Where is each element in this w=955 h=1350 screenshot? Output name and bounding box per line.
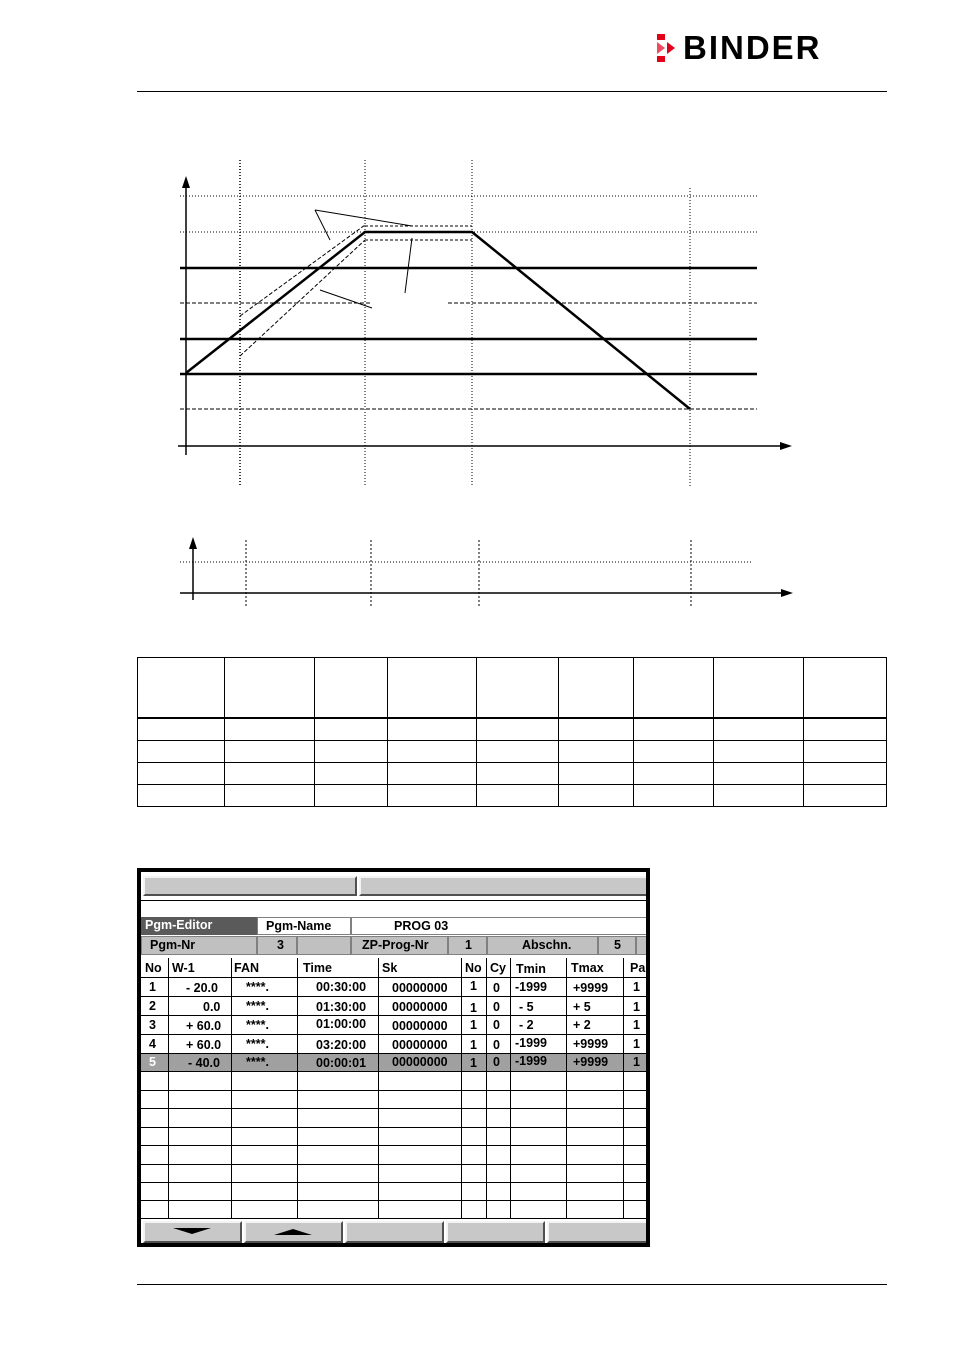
row2-cy: 0 bbox=[493, 1000, 500, 1014]
row3-cy: 0 bbox=[493, 1018, 500, 1032]
program-table-blank bbox=[137, 657, 887, 807]
row2-sk: 00000000 bbox=[392, 1000, 448, 1014]
row2-no2: 1 bbox=[470, 1001, 477, 1015]
row5-fan: ****. bbox=[246, 1055, 269, 1069]
col-time: Time bbox=[303, 961, 332, 975]
row4-tmin: -1999 bbox=[515, 1036, 547, 1050]
row2-tmax: + 5 bbox=[573, 1000, 591, 1014]
row5-pa: 1 bbox=[633, 1055, 640, 1069]
col-tmax: Tmax bbox=[571, 961, 604, 975]
row1-cy: 0 bbox=[493, 981, 500, 995]
row3-fan: ****. bbox=[246, 1018, 269, 1032]
arrow-down-icon bbox=[145, 1223, 240, 1241]
row5-no: 5 bbox=[149, 1055, 156, 1069]
abschn-spacer bbox=[636, 936, 646, 955]
pgm-name-value[interactable]: PROG 03 bbox=[351, 917, 646, 935]
row4-no: 4 bbox=[149, 1037, 156, 1051]
row3-sk: 00000000 bbox=[392, 1019, 448, 1033]
col-sk: Sk bbox=[382, 961, 398, 975]
row1-pa: 1 bbox=[633, 980, 640, 994]
row1-tmax: +9999 bbox=[573, 981, 609, 995]
row2-w1: 0.0 bbox=[203, 1000, 221, 1014]
zp-prog-nr-value[interactable]: 1 bbox=[448, 936, 487, 955]
row1-no2: 1 bbox=[470, 979, 477, 993]
col-cy: Cy bbox=[490, 961, 506, 975]
abschn-value[interactable]: 5 bbox=[598, 936, 636, 955]
arrow-up-icon bbox=[246, 1223, 341, 1241]
row4-sk: 00000000 bbox=[392, 1038, 448, 1052]
row2-pa: 1 bbox=[633, 1000, 640, 1014]
row5-no2: 1 bbox=[470, 1056, 477, 1070]
row2-no: 2 bbox=[149, 999, 156, 1013]
row3-no: 3 bbox=[149, 1018, 156, 1032]
pgm-nr-value[interactable]: 3 bbox=[257, 936, 297, 955]
row4-fan: ****. bbox=[246, 1037, 269, 1051]
pgm-editor-label: Pgm-Editor bbox=[141, 917, 257, 935]
row5-w1: - 40.0 bbox=[188, 1056, 220, 1070]
row5-time: 00:00:01 bbox=[316, 1056, 367, 1070]
row2-fan: ****. bbox=[246, 999, 269, 1013]
col-no2: No bbox=[465, 961, 482, 975]
top-button-right[interactable] bbox=[359, 876, 646, 896]
row1-fan: ****. bbox=[246, 980, 269, 994]
zp-prog-nr-label: ZP-Prog-Nr bbox=[351, 936, 448, 955]
row4-time: 03:20:00 bbox=[316, 1038, 367, 1052]
row3-tmin: - 2 bbox=[519, 1018, 534, 1032]
brand-name: BINDER bbox=[683, 29, 822, 66]
abschn-label: Abschn. bbox=[487, 936, 598, 955]
row1-no: 1 bbox=[149, 980, 156, 994]
footer-rule bbox=[137, 1284, 887, 1285]
soft-button-4[interactable] bbox=[446, 1221, 545, 1243]
row5-cy: 0 bbox=[493, 1055, 500, 1069]
row3-no2: 1 bbox=[470, 1018, 477, 1032]
row4-w1: + 60.0 bbox=[186, 1038, 222, 1052]
row5-tmax: +9999 bbox=[573, 1055, 609, 1069]
row1-tmin: -1999 bbox=[515, 980, 547, 994]
row1-sk: 00000000 bbox=[392, 981, 448, 995]
col-pa: Pa bbox=[630, 961, 646, 975]
row3-pa: 1 bbox=[633, 1018, 640, 1032]
top-button-left[interactable] bbox=[143, 876, 357, 896]
program-diagram bbox=[0, 0, 955, 620]
pgm-name-label: Pgm-Name bbox=[257, 917, 351, 935]
row1-w1: - 20.0 bbox=[186, 981, 218, 995]
row2-tmin: - 5 bbox=[519, 1000, 534, 1014]
row4-tmax: +9999 bbox=[573, 1037, 609, 1051]
row3-time: 01:00:00 bbox=[316, 1017, 367, 1031]
scroll-down-button[interactable] bbox=[143, 1221, 242, 1243]
program-editor-screen bbox=[137, 868, 650, 1247]
pgm-nr-label: Pgm-Nr bbox=[141, 936, 257, 955]
row1-time: 00:30:00 bbox=[316, 980, 367, 994]
col-fan: FAN bbox=[234, 961, 259, 975]
soft-button-3[interactable] bbox=[345, 1221, 444, 1243]
col-tmin: Tmin bbox=[516, 962, 546, 976]
col-w1: W-1 bbox=[172, 961, 195, 975]
col-no: No bbox=[145, 961, 162, 975]
row4-no2: 1 bbox=[470, 1038, 477, 1052]
row2-time: 01:30:00 bbox=[316, 1000, 367, 1014]
row3-tmax: + 2 bbox=[573, 1018, 591, 1032]
row5-tmin: -1999 bbox=[515, 1054, 547, 1068]
row3-w1: + 60.0 bbox=[186, 1019, 222, 1033]
row5-sk: 00000000 bbox=[392, 1055, 448, 1069]
pgm-nr-spacer bbox=[297, 936, 351, 955]
row4-pa: 1 bbox=[633, 1037, 640, 1051]
row4-cy: 0 bbox=[493, 1038, 500, 1052]
scroll-up-button[interactable] bbox=[244, 1221, 343, 1243]
soft-button-5[interactable] bbox=[547, 1221, 646, 1243]
